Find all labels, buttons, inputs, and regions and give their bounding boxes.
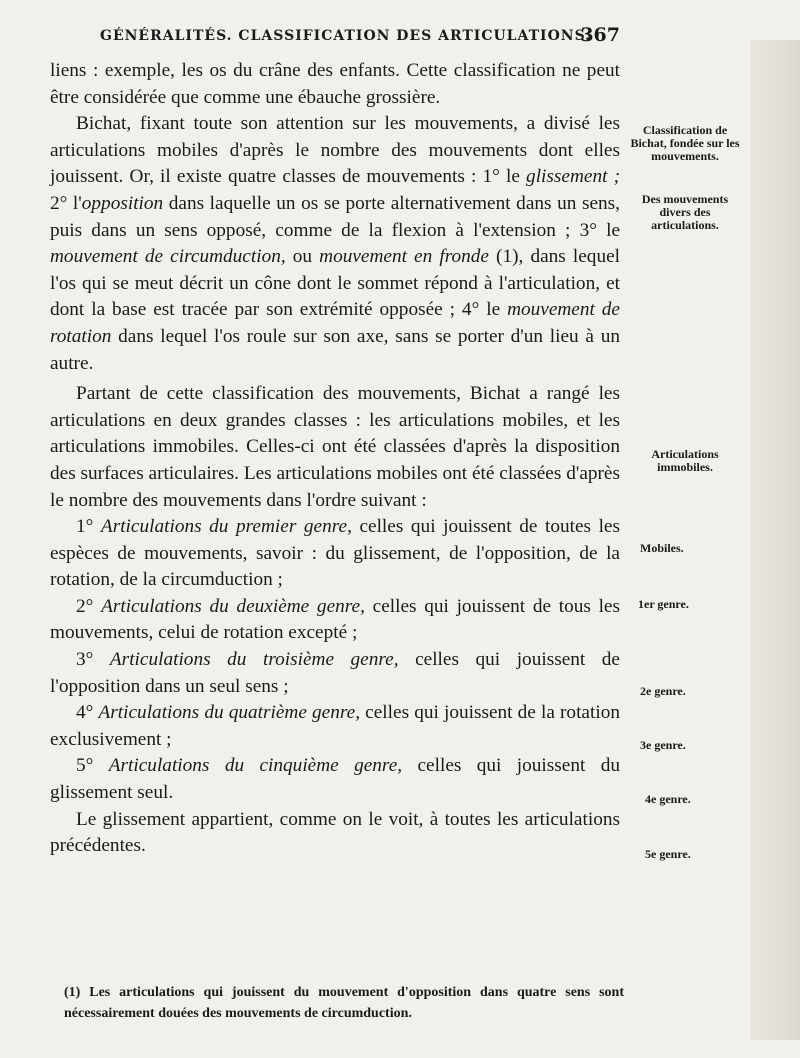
margin-note-genre-1: 1er genre.	[638, 597, 689, 611]
genre-5	[50, 753, 620, 806]
genre-title: Articulations du deuxième genre,	[101, 595, 365, 617]
text-run: , ou	[280, 246, 320, 268]
term-glissement: glissement ;	[526, 166, 621, 188]
footnote-marker: (1)	[64, 985, 81, 1000]
text-run: dans lequel l'os roule sur son axe, sans se porter d'un lieu à un autre.	[50, 325, 620, 374]
line-1: liens : exemple, les os du crâne des enfants. Cette classification	[50, 60, 556, 81]
genre-text: celles qui jouissent de toutes les espèces de mouvements, savoir : du glissement, de l'opposition, de la rotation, de la circumduction ;	[50, 516, 620, 591]
page-edge-shadow	[750, 40, 800, 1040]
genre-text: celles qui jouissent de la rotation exclusivement ;	[50, 702, 620, 750]
margin-note-mobiles: Mobiles.	[640, 541, 684, 555]
footnote-text: Les articulations qui jouissent du mouvement d'opposition dans quatre sens sont nécessairement douées des mouvements de circumduction.	[64, 985, 624, 1021]
running-title: GÉNÉRALITÉS. CLASSIFICATION DES ARTICULATIONS.	[100, 28, 592, 44]
term-opposition: opposition	[81, 192, 164, 214]
line-2: ne peut être considérée que comme une ébauche grossière.	[50, 60, 620, 108]
margin-note-classification: Classification de Bichat, fondée sur les mouvements.	[630, 123, 740, 163]
genre-number: 4°	[76, 702, 94, 724]
margin-note-genre-4: 4e genre.	[645, 792, 691, 806]
term-fronde: mouvement en fronde	[319, 246, 489, 268]
genre-number: 2°	[76, 595, 94, 617]
genre-1	[50, 514, 620, 594]
genre-text: celles qui jouissent de tous les mouvements, celui de rotation excepté ;	[50, 595, 620, 644]
main-text	[50, 58, 620, 860]
text-run: dans laquelle un os se porte alternativement dans un sens, puis dans un sens opposé, comme de la flexion à l'extension ; 3° le	[50, 192, 620, 241]
genre-text: celles qui jouissent du glissement seul.	[50, 755, 621, 804]
genre-3	[50, 647, 620, 700]
genre-title: Articulations du troisième genre,	[109, 649, 399, 671]
genre-title: Articulations du quatrième genre,	[98, 702, 361, 724]
margin-note-genre-3: 3e genre.	[640, 738, 686, 752]
genre-4	[50, 700, 620, 753]
margin-note-genre-5: 5e genre.	[645, 847, 691, 861]
term-rotation: mouvement de rotation	[50, 299, 620, 347]
genre-number: 5°	[76, 755, 94, 777]
genre-number: 1°	[76, 516, 94, 538]
margin-note-immobiles: Articulations immobiles.	[651, 447, 719, 474]
genre-text: celles qui jouissent de l'opposition dans un seul sens ;	[50, 649, 620, 697]
text-run: 2° l'	[50, 192, 82, 214]
page-number: 367	[580, 24, 620, 46]
paragraph-bichat	[50, 111, 620, 377]
footnote	[64, 982, 624, 1024]
margin-note-mouvements: Des mouvements divers des articulations.	[641, 192, 729, 232]
paragraph-classes: Partant de cette classification des mouvements, Bichat a rangé les articulations en deux grandes classes : les articulations mobiles, et les articulations immobiles. Celles-ci ont été classées d'après la disposition des surfaces articulaires. Les articulations mobiles ont été classées d'après le nombre des mouvements dans l'ordre suivant :	[50, 383, 620, 511]
genre-title: Articulations du cinquième genre,	[108, 755, 403, 777]
running-header	[100, 24, 620, 46]
margin-note-genre-2: 2e genre.	[640, 684, 686, 698]
paragraph-continued	[50, 58, 620, 111]
term-circumduction: mouvement de circumduction	[50, 246, 281, 268]
genre-2	[50, 594, 620, 647]
text-run: Bichat, fixant toute son attention sur les mouvements, a divisé les articulations mobiles d'après le nombre des mouvements dont elles jouissent. Or, il existe quatre classes de mouvements : 1° le	[50, 113, 620, 188]
genre-number: 3°	[76, 649, 94, 671]
genre-title: Articulations du premier genre,	[100, 516, 352, 538]
paragraph-glissement: Le glissement appartient, comme on le voit, à toutes les articulations précédentes.	[50, 808, 620, 857]
text-run: (1), dans lequel l'os qui se meut décrit un cône dont le sommet répond à l'articulation, et dont la base est tracée par son extrémité opposée ; 4° le	[50, 246, 621, 321]
